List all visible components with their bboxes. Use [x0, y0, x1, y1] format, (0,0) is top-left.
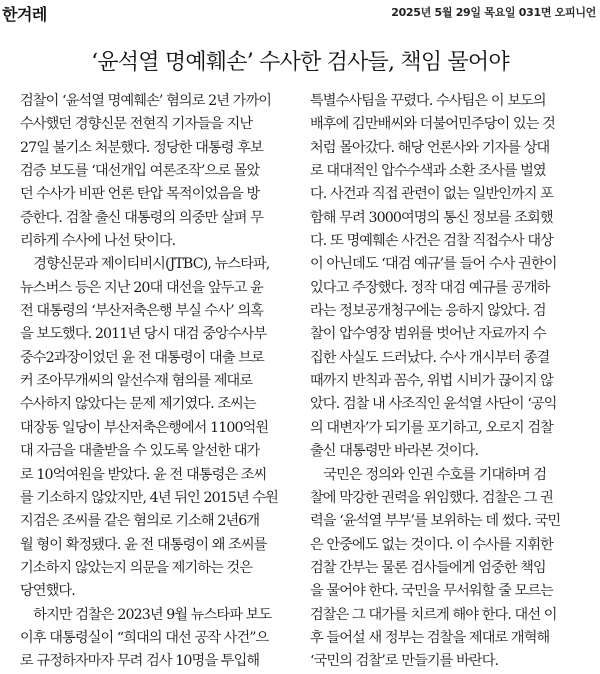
body-line: 이 아닌데도 ‘대검 예규’를 들어 수사 권한이: [310, 256, 557, 273]
body-line: 27일 불기소 처분했다. 정당한 대통령 후보: [20, 139, 263, 156]
body-line: 검찰이 ‘윤석열 명예훼손’ 혐의로 2년 가까이: [20, 93, 272, 109]
body-line: 검찰 간부는 물론 검사들에게 엄중한 책임: [310, 559, 546, 576]
body-line: 증한다. 검찰 출신 대통령의 의중만 살펴 무: [20, 209, 263, 226]
body-line: 때까지 반칙과 꼼수, 위법 시비가 끊이지 않: [310, 373, 553, 390]
body-line: 다. 사건과 직접 관련이 없는 일반인까지 포: [310, 186, 553, 203]
body-line: 수사하지 않았다는 문제 제기였다. 조씨는: [20, 396, 256, 413]
newspaper-masthead: 한겨레: [2, 5, 47, 24]
article-column-2: [310, 90, 586, 674]
body-line: 의 대변자’가 되기를 포기하고, 오로지 검찰: [310, 419, 553, 436]
dateline: 2025년 5월 29일 목요일 031면 오피니언: [391, 6, 596, 19]
body-line: 다. 또 명예훼손 사건은 검찰 직접수사 대상: [310, 233, 553, 250]
body-line: 출신 대통령만 바라본 것이다.: [310, 443, 479, 460]
body-line: 처럼 몰아갔다. 해당 언론사와 기자를 상대: [310, 139, 550, 156]
body-line: 라는 정보공개청구에는 응하지 않았다. 검: [310, 303, 546, 320]
body-line: 배후에 김만배씨와 더불어민주당이 있는 것: [310, 116, 555, 133]
body-line: 기소하지 않았는지 의문을 제기하는 것은: [20, 559, 253, 576]
body-line: 찰이 압수영장 범위를 벗어난 자료까지 수: [310, 326, 546, 343]
body-line: 리하게 수사에 나선 탓이다.: [20, 233, 176, 250]
article-column-1: [20, 90, 296, 674]
body-line: 집한 사실도 드러났다. 수사 개시부터 종결: [310, 349, 550, 366]
body-line: 로 규정하자마자 무려 검사 10명을 투입해: [20, 653, 260, 670]
article-headline: ‘윤석열 명예훼손’ 수사한 검사들, 책임 물어야: [91, 49, 509, 75]
body-line: 대 자금을 대출받을 수 있도록 알선한 대가: [20, 443, 260, 460]
body-line: 력을 ‘윤석열 부부’를 보위하는 데 썼다. 국민: [310, 513, 561, 530]
body-line: 국민은 정의와 인권 수호를 기대하며 검: [310, 466, 547, 483]
body-line: 수사했던 경향신문 전현직 기자들을 지난: [20, 116, 253, 133]
body-line: 았다. 검찰 내 사조직인 윤석열 사단이 ‘공익: [310, 396, 557, 413]
body-line: 을 물어야 한다. 국민을 무서워할 줄 모르는: [310, 583, 553, 600]
body-line: 함해 무려 3000여명의 통신 정보를 조회했: [310, 209, 553, 226]
body-line: 경향신문과 제이티비시(JTBC), 뉴스타파,: [20, 256, 270, 273]
body-line: 검증 보도를 ‘대선개입 여론조작’으로 몰았: [20, 163, 260, 180]
body-line: 을 보도했다. 2011년 당시 대검 중앙수사부: [20, 326, 267, 343]
body-line: 커 조아무개씨의 알선수재 혐의를 제대로: [20, 373, 253, 390]
body-line: 찰에 막강한 권력을 위임했다. 검찰은 그 권: [310, 489, 553, 506]
body-line: 후 들어설 새 정부는 검찰을 제대로 개혁해: [310, 629, 550, 646]
body-line: 대장동 일당이 부산저축은행에서 1100억원: [20, 419, 269, 436]
body-line: 당연했다.: [20, 583, 75, 600]
body-line: 뉴스버스 등은 지난 20대 대선을 앞두고 윤: [20, 279, 263, 296]
body-line: 를 기소하지 않았지만, 4년 뒤인 2015년 수원: [20, 489, 278, 506]
body-line: 로 10억여원을 받았다. 윤 전 대통령은 조씨: [20, 466, 267, 483]
body-line: ‘국민의 검찰’로 만들기를 바란다.: [310, 653, 499, 670]
body-line: 전 대통령의 ‘부산저축은행 부실 수사’ 의혹: [20, 303, 263, 320]
body-line: 은 안중에도 없는 것이다. 이 수사를 지휘한: [310, 536, 553, 553]
body-line: 이후 대통령실이 “희대의 대선 공작 사건”으: [20, 629, 269, 646]
body-line: 검찰은 그 대가를 치르게 해야 한다. 대선 이: [310, 606, 557, 623]
body-line: 중수2과장이었던 윤 전 대통령이 대출 브로: [20, 349, 264, 366]
body-line: 지검은 조씨를 같은 혐의로 기소해 2년6개: [20, 513, 260, 530]
body-line: 있다고 주장했다. 정작 대검 예규를 공개하: [310, 279, 550, 296]
body-line: 특별수사팀을 꾸렸다. 수사팀은 이 보도의: [310, 93, 546, 109]
body-line: 던 수사가 비판 언론 탄압 목적이었음을 방: [20, 186, 260, 203]
body-line: 로 대대적인 압수수색과 소환 조사를 벌였: [310, 163, 546, 180]
body-line: 월 형이 확정됐다. 윤 전 대통령이 왜 조씨를: [20, 536, 267, 553]
body-line: 하지만 검찰은 2023년 9월 뉴스타파 보도: [20, 606, 272, 623]
